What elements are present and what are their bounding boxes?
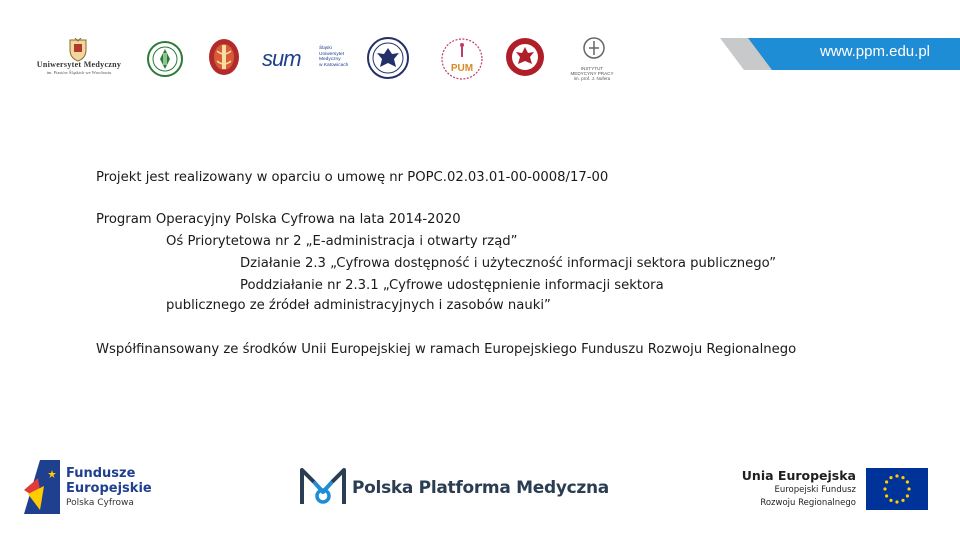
action-line: Działanie 2.3 „Cyfrowa dostępność i użyteczność informacji sektora publicznego” bbox=[240, 256, 777, 271]
ppm-logo bbox=[300, 466, 346, 506]
fundusze-line-2: Europejskie bbox=[66, 481, 152, 496]
fundusze-europejskie-text bbox=[66, 466, 152, 508]
ue-line-2: Europejski Fundusz bbox=[774, 485, 856, 495]
ue-line-3: Rozwoju Regionalnego bbox=[760, 498, 856, 508]
cofinancing-line: Współfinansowany ze środków Unii Europejskiej w ramach Europejskiego Funduszu Rozwoju Regionalnego bbox=[96, 342, 797, 357]
green-seal-icon bbox=[146, 40, 184, 78]
eagle-seal-icon bbox=[366, 36, 410, 80]
pum-seal-icon bbox=[440, 37, 484, 81]
priority-axis-line: Oś Priorytetowa nr 2 „E-administracja i otwarty rząd” bbox=[166, 234, 518, 249]
instytut-line-3: im. prof. J. Nofera bbox=[573, 76, 611, 82]
ppm-mark-icon bbox=[300, 466, 346, 506]
program-line: Program Operacyjny Polska Cyfrowa na lata 2014-2020 bbox=[96, 212, 461, 227]
red-eagle-seal-icon bbox=[504, 36, 546, 78]
sum-logo-wordmark: sum bbox=[262, 46, 301, 71]
university-emblem-green bbox=[146, 40, 184, 78]
website-url[interactable]: www.ppm.edu.pl bbox=[819, 43, 930, 60]
fundusze-line-3: Polska Cyfrowa bbox=[66, 498, 134, 508]
eu-flag-icon bbox=[866, 468, 928, 510]
fundusze-europejskie-logo bbox=[24, 460, 60, 514]
crest-icon bbox=[64, 38, 92, 62]
pum-logo bbox=[440, 37, 484, 81]
contract-line: Projekt jest realizowany w oparciu o umowę nr POPC.02.03.01-00-0008/17-00 bbox=[96, 170, 609, 185]
university-eagle-red-emblem bbox=[504, 36, 546, 78]
ue-line-1: Unia Europejska bbox=[741, 468, 856, 483]
subaction-line: Poddziałanie nr 2.3.1 „Cyfrowe udostępnienie informacji sektora bbox=[240, 278, 664, 293]
sum-line-3: Medyczny bbox=[319, 57, 341, 63]
university-eagle-emblem bbox=[366, 36, 410, 80]
sum-line-1: Śląski bbox=[319, 46, 332, 51]
university-emblem-red bbox=[207, 37, 241, 77]
instytut-line-1: INSTYTUT bbox=[580, 66, 604, 71]
uniwersytet-medyczny-text bbox=[32, 60, 126, 75]
subaction-line-cont: publicznego ze źródeł administracyjnych i zasobów nauki” bbox=[166, 298, 551, 313]
umw-subname: im. Piastów Śląskich we Wrocławiu bbox=[46, 70, 112, 75]
instytut-logo bbox=[582, 36, 606, 62]
sum-logo-subtext bbox=[319, 46, 348, 68]
sum-line-4: w Katowicach bbox=[319, 62, 349, 68]
red-seal-icon bbox=[207, 37, 241, 77]
pum-logo-text: PUM bbox=[450, 63, 474, 74]
instytut-logo-text bbox=[560, 66, 624, 82]
ppm-wordmark: Polska Platforma Medyczna bbox=[352, 478, 609, 498]
umw-name: Uniwersytet Medyczny bbox=[36, 60, 122, 69]
fundusze-flag-icon bbox=[24, 460, 60, 514]
eu-flag bbox=[866, 468, 928, 510]
instytut-icon bbox=[582, 36, 606, 62]
instytut-line-2: MEDYCYNY PRACY bbox=[570, 71, 614, 77]
unia-europejska-text bbox=[700, 468, 856, 509]
fundusze-line-1: Fundusze bbox=[66, 466, 136, 481]
sum-line-2: Uniwersytet bbox=[319, 51, 345, 57]
uniwersytet-medyczny-logo bbox=[64, 38, 92, 62]
